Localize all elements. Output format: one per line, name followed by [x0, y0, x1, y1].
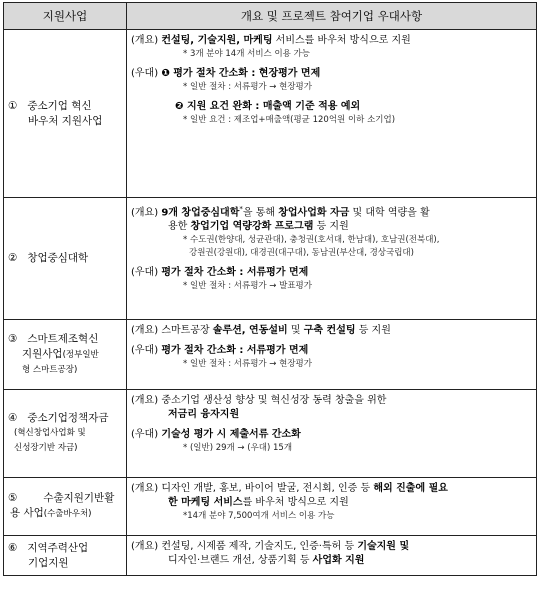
preference-bold: 평가 절차 간소화 : 서류평가 면제 [161, 345, 309, 356]
row-number: ③ [8, 332, 18, 345]
overview-tag: (개요) [131, 207, 159, 219]
overview-cont-bold: 사업화 지원 [312, 555, 365, 566]
overview-note-2: 강원권(강원대), 대경권(대구대), 동남권(부산대, 경상국립대) [189, 248, 414, 259]
program-name-note-2: 신성장기반 자금) [14, 443, 78, 453]
preference-note-2: * 일반 요건 : 제조업+매출액(평균 120억원 이하 소기업) [183, 115, 396, 125]
overview-text: 스마트공장 [161, 325, 213, 336]
program-name-line2: 바우처 지원사업 [28, 114, 103, 127]
table-header-row [4, 3, 537, 30]
overview-text: 중소기업 생산성 향상 및 혁신성장 동력 창출을 위한 [161, 395, 387, 406]
header-overview: 개요 및 프로젝트 참여기업 우대사항 [127, 3, 537, 30]
table-row [4, 30, 537, 198]
overview-tag: (개요) [131, 325, 159, 336]
table-row [4, 478, 537, 536]
overview-bold: 컨설팅, 기술지원, 마케팅 [161, 35, 273, 46]
row-number: ② [8, 252, 18, 264]
overview-text-3: 등 지원 [355, 325, 391, 336]
program-name: 중소기업정책자금 [27, 412, 109, 424]
overview-note: * 수도권(한양대, 성균관대), 충청권(호서대, 한남대), 호남권(전북대), [183, 235, 440, 246]
preference-bold: ❶ 평가 절차 간소화 : 현장평가 면제 [161, 68, 321, 79]
program-detail-cell [127, 320, 537, 390]
overview-text: 서비스를 바우처 방식으로 지원 [272, 35, 411, 46]
row-number: ⑤ [8, 492, 18, 504]
overview-cont-bold: 저금리 융자지원 [168, 409, 240, 420]
overview-note: *14개 분야 7,500여개 서비스 이용 가능 [183, 511, 335, 521]
overview-cont-bold: 창업기업 역량강화 프로그램 [190, 221, 314, 233]
program-name: 창업중심대학 [27, 252, 89, 264]
program-name-note: (혁신창업사업화 및 [14, 428, 86, 438]
program-name-note-2: 형 스마트공장) [22, 364, 78, 375]
overview-tag: (개요) [131, 541, 159, 552]
overview-text-2: 및 [287, 325, 304, 336]
program-detail-cell [127, 390, 537, 478]
overview-bold-2: 창업사업화 자금 [278, 207, 350, 219]
overview-tag: (개요) [131, 483, 159, 494]
footnote-mark: * [239, 205, 243, 213]
program-detail-cell [127, 478, 537, 536]
preference-tag: (우대) [131, 345, 159, 356]
program-name-cell [4, 198, 127, 320]
program-name-cell [4, 390, 127, 478]
preference-bold: 평가 절차 간소화 : 서류평가 면제 [161, 267, 309, 279]
overview-cont: 디자인·브랜드 개선, 상품기획 등 [168, 555, 313, 566]
overview-note: * 3개 분야 14개 서비스 이용 가능 [183, 49, 311, 59]
overview-bold-2: 구축 컨설팅 [303, 325, 356, 336]
program-name: 중소기업 혁신 [27, 99, 92, 112]
preference-bold: 기술성 평가 시 제출서류 간소화 [161, 429, 301, 440]
program-name-line2: 지원사업 [22, 347, 63, 360]
program-name: 수출지원기반활 [43, 492, 115, 504]
program-name-note: (수출바우처) [43, 509, 92, 519]
header-program: 지원사업 [4, 3, 127, 30]
support-programs-table [3, 2, 537, 576]
program-name-cell [4, 478, 127, 536]
overview-tag: (개요) [131, 395, 159, 406]
table-row [4, 536, 537, 576]
overview-bold: 9개 창업중심대학 [161, 207, 240, 219]
overview-text-2: 및 대학 역량을 활 [349, 207, 430, 219]
program-name: 지역주력산업 [27, 541, 89, 554]
program-name-cell [4, 536, 127, 576]
overview-cont-rest: 를 바우처 방식으로 지원 [242, 497, 349, 508]
row-number: ⑥ [8, 541, 18, 554]
preference-tag: (우대) [131, 429, 159, 440]
preference-tag: (우대) [131, 267, 159, 279]
overview-text: 컨설팅, 시제품 제작, 기술지도, 인증·특허 등 [161, 541, 358, 552]
table-row [4, 390, 537, 478]
overview-tag: (개요) [131, 35, 159, 46]
program-name-note: (정부일반 [62, 349, 99, 360]
program-detail-cell [127, 30, 537, 198]
table-row [4, 320, 537, 390]
preference-tag: (우대) [131, 68, 159, 79]
program-detail-cell [127, 198, 537, 320]
program-name-line2: 기업지원 [28, 556, 69, 569]
table-row [4, 198, 537, 320]
row-number: ① [8, 99, 18, 112]
program-name-line2: 용 사업 [10, 507, 44, 519]
overview-text: 을 통해 [242, 207, 279, 219]
overview-cont-rest: 등 지원 [313, 221, 349, 233]
program-name-cell [4, 320, 127, 390]
overview-bold: 솔루션, 연동설비 [212, 325, 288, 336]
overview-cont: 용한 [168, 221, 191, 233]
overview-bold: 기술지원 및 [357, 541, 410, 552]
program-name: 스마트제조혁신 [27, 332, 99, 345]
preference-bold-2: ❷ 지원 요건 완화 : 매출액 기준 적용 예외 [175, 101, 361, 112]
row-number: ④ [8, 412, 18, 424]
overview-bold: 해외 진출에 필요 [373, 483, 448, 494]
program-name-cell [4, 30, 127, 198]
preference-note: * 일반 절차 : 서류평가 → 발표평가 [183, 281, 312, 292]
preference-note: * 일반 절차 : 서류평가 → 현장평가 [183, 82, 312, 92]
overview-cont-bold: 한 마케팅 서비스 [168, 497, 243, 508]
preference-note: * (일반) 29개 → (우대) 15개 [183, 443, 293, 453]
preference-note: * 일반 절차 : 서류평가 → 현장평가 [183, 359, 312, 369]
program-detail-cell [127, 536, 537, 576]
overview-text: 디자인 개발, 홍보, 바이어 발굴, 전시회, 인증 등 [161, 483, 374, 494]
